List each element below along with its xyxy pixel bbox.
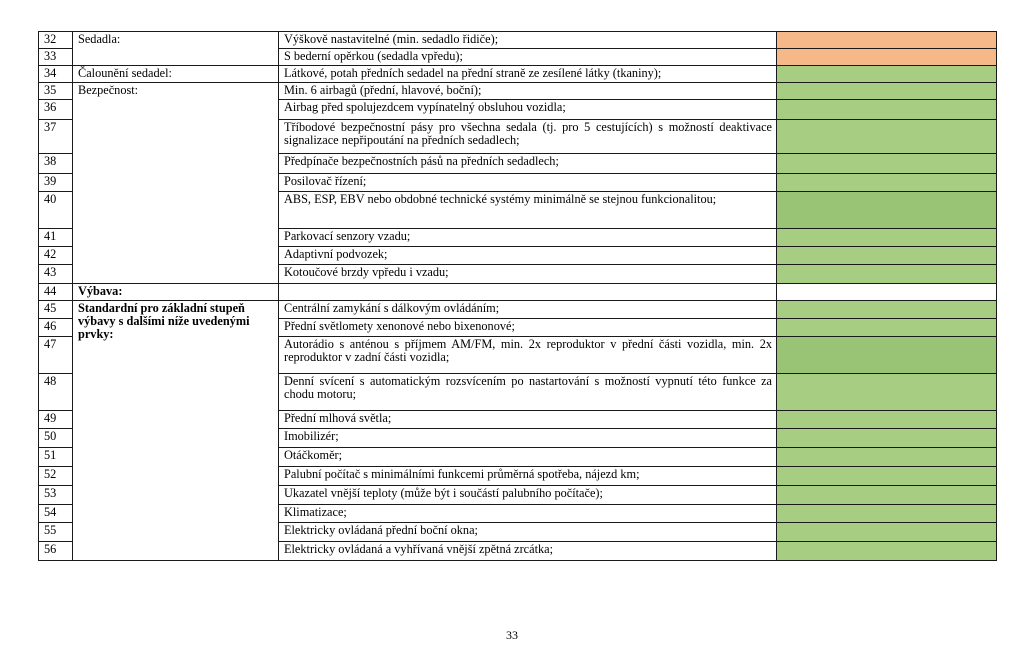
row-number: 46 <box>39 319 73 337</box>
status-fill-cell <box>777 486 997 505</box>
status-fill-cell <box>777 100 997 120</box>
requirement-cell: Tříbodové bezpečnostní pásy pro všechna sedala (tj. pro 5 cestujících) s možností deaktivace signalizace nepřipoutání na předních sedadlech; <box>279 120 777 154</box>
requirement-cell: Kotoučové brzdy vpředu i vzadu; <box>279 265 777 284</box>
row-number: 33 <box>39 49 73 66</box>
requirement-cell: ABS, ESP, EBV nebo obdobné technické systémy minimálně se stejnou funkcionalitou; <box>279 192 777 229</box>
status-fill-cell <box>777 337 997 374</box>
status-fill-cell <box>777 374 997 411</box>
row-number: 42 <box>39 247 73 265</box>
status-fill-cell <box>777 284 997 301</box>
requirement-cell: Denní svícení s automatickým rozsvícením po nastartování s možností vypnutí této funkce za chodu motoru; <box>279 374 777 411</box>
page-number: 33 <box>506 628 518 642</box>
row-number: 53 <box>39 486 73 505</box>
status-fill-cell <box>777 49 997 66</box>
specification-table <box>38 31 997 561</box>
requirement-cell: Ukazatel vnější teploty (může být i součástí palubního počítače); <box>279 486 777 505</box>
requirement-cell: Min. 6 airbagů (přední, hlavové, boční); <box>279 83 777 100</box>
status-fill-cell <box>777 83 997 100</box>
status-fill-cell <box>777 301 997 319</box>
requirement-cell: Otáčkoměr; <box>279 448 777 467</box>
requirement-cell: Klimatizace; <box>279 505 777 523</box>
status-fill-cell <box>777 523 997 542</box>
requirement-cell: Přední světlomety xenonové nebo bixenonové; <box>279 319 777 337</box>
status-fill-cell <box>777 192 997 229</box>
requirement-cell: S bederní opěrkou (sedadla vpředu); <box>279 49 777 66</box>
table-row <box>39 66 997 83</box>
requirement-cell: Předpínače bezpečnostních pásů na předních sedadlech; <box>279 154 777 174</box>
requirement-cell: Imobilizér; <box>279 429 777 448</box>
requirement-cell: Látkové, potah předních sedadel na přední straně ze zesílené látky (tkaniny); <box>279 66 777 83</box>
status-fill-cell <box>777 32 997 49</box>
status-fill-cell <box>777 174 997 192</box>
row-number: 56 <box>39 542 73 561</box>
row-number: 45 <box>39 301 73 319</box>
table-row <box>39 32 997 49</box>
category-label: Sedadla: <box>73 32 279 66</box>
row-number: 34 <box>39 66 73 83</box>
table-row <box>39 83 997 100</box>
row-number: 37 <box>39 120 73 154</box>
category-label: Standardní pro základní stupeň výbavy s dalšími níže uvedenými prvky: <box>73 301 279 561</box>
category-label: Výbava: <box>73 284 279 301</box>
status-fill-cell <box>777 120 997 154</box>
requirement-cell: Elektricky ovládaná a vyhřívaná vnější zpětná zrcátka; <box>279 542 777 561</box>
row-number: 47 <box>39 337 73 374</box>
status-fill-cell <box>777 229 997 247</box>
requirement-cell: Posilovač řízení; <box>279 174 777 192</box>
row-number: 50 <box>39 429 73 448</box>
requirement-cell: Výškově nastavitelné (min. sedadlo řidiče); <box>279 32 777 49</box>
status-fill-cell <box>777 448 997 467</box>
requirement-cell: Autorádio s anténou s příjmem AM/FM, min. 2x reproduktor v přední části vozidla, min. 2x reproduktor v zadní části vozidla; <box>279 337 777 374</box>
row-number: 35 <box>39 83 73 100</box>
row-number: 39 <box>39 174 73 192</box>
row-number: 54 <box>39 505 73 523</box>
row-number: 48 <box>39 374 73 411</box>
status-fill-cell <box>777 154 997 174</box>
status-fill-cell <box>777 247 997 265</box>
status-fill-cell <box>777 66 997 83</box>
requirement-cell: Airbag před spolujezdcem vypínatelný obsluhou vozidla; <box>279 100 777 120</box>
row-number: 32 <box>39 32 73 49</box>
status-fill-cell <box>777 467 997 486</box>
requirement-cell <box>279 284 777 301</box>
row-number: 49 <box>39 411 73 429</box>
requirement-cell: Adaptivní podvozek; <box>279 247 777 265</box>
row-number: 44 <box>39 284 73 301</box>
row-number: 55 <box>39 523 73 542</box>
requirement-cell: Parkovací senzory vzadu; <box>279 229 777 247</box>
status-fill-cell <box>777 542 997 561</box>
status-fill-cell <box>777 265 997 284</box>
row-number: 38 <box>39 154 73 174</box>
row-number: 41 <box>39 229 73 247</box>
status-fill-cell <box>777 429 997 448</box>
row-number: 52 <box>39 467 73 486</box>
category-label: Čalounění sedadel: <box>73 66 279 83</box>
status-fill-cell <box>777 505 997 523</box>
table-row <box>39 284 997 301</box>
row-number: 40 <box>39 192 73 229</box>
requirement-cell: Palubní počítač s minimálními funkcemi průměrná spotřeba, nájezd km; <box>279 467 777 486</box>
category-label: Bezpečnost: <box>73 83 279 284</box>
row-number: 51 <box>39 448 73 467</box>
row-number: 43 <box>39 265 73 284</box>
row-number: 36 <box>39 100 73 120</box>
table-row <box>39 301 997 319</box>
requirement-cell: Elektricky ovládaná přední boční okna; <box>279 523 777 542</box>
requirement-cell: Centrální zamykání s dálkovým ovládáním; <box>279 301 777 319</box>
status-fill-cell <box>777 319 997 337</box>
requirement-cell: Přední mlhová světla; <box>279 411 777 429</box>
status-fill-cell <box>777 411 997 429</box>
